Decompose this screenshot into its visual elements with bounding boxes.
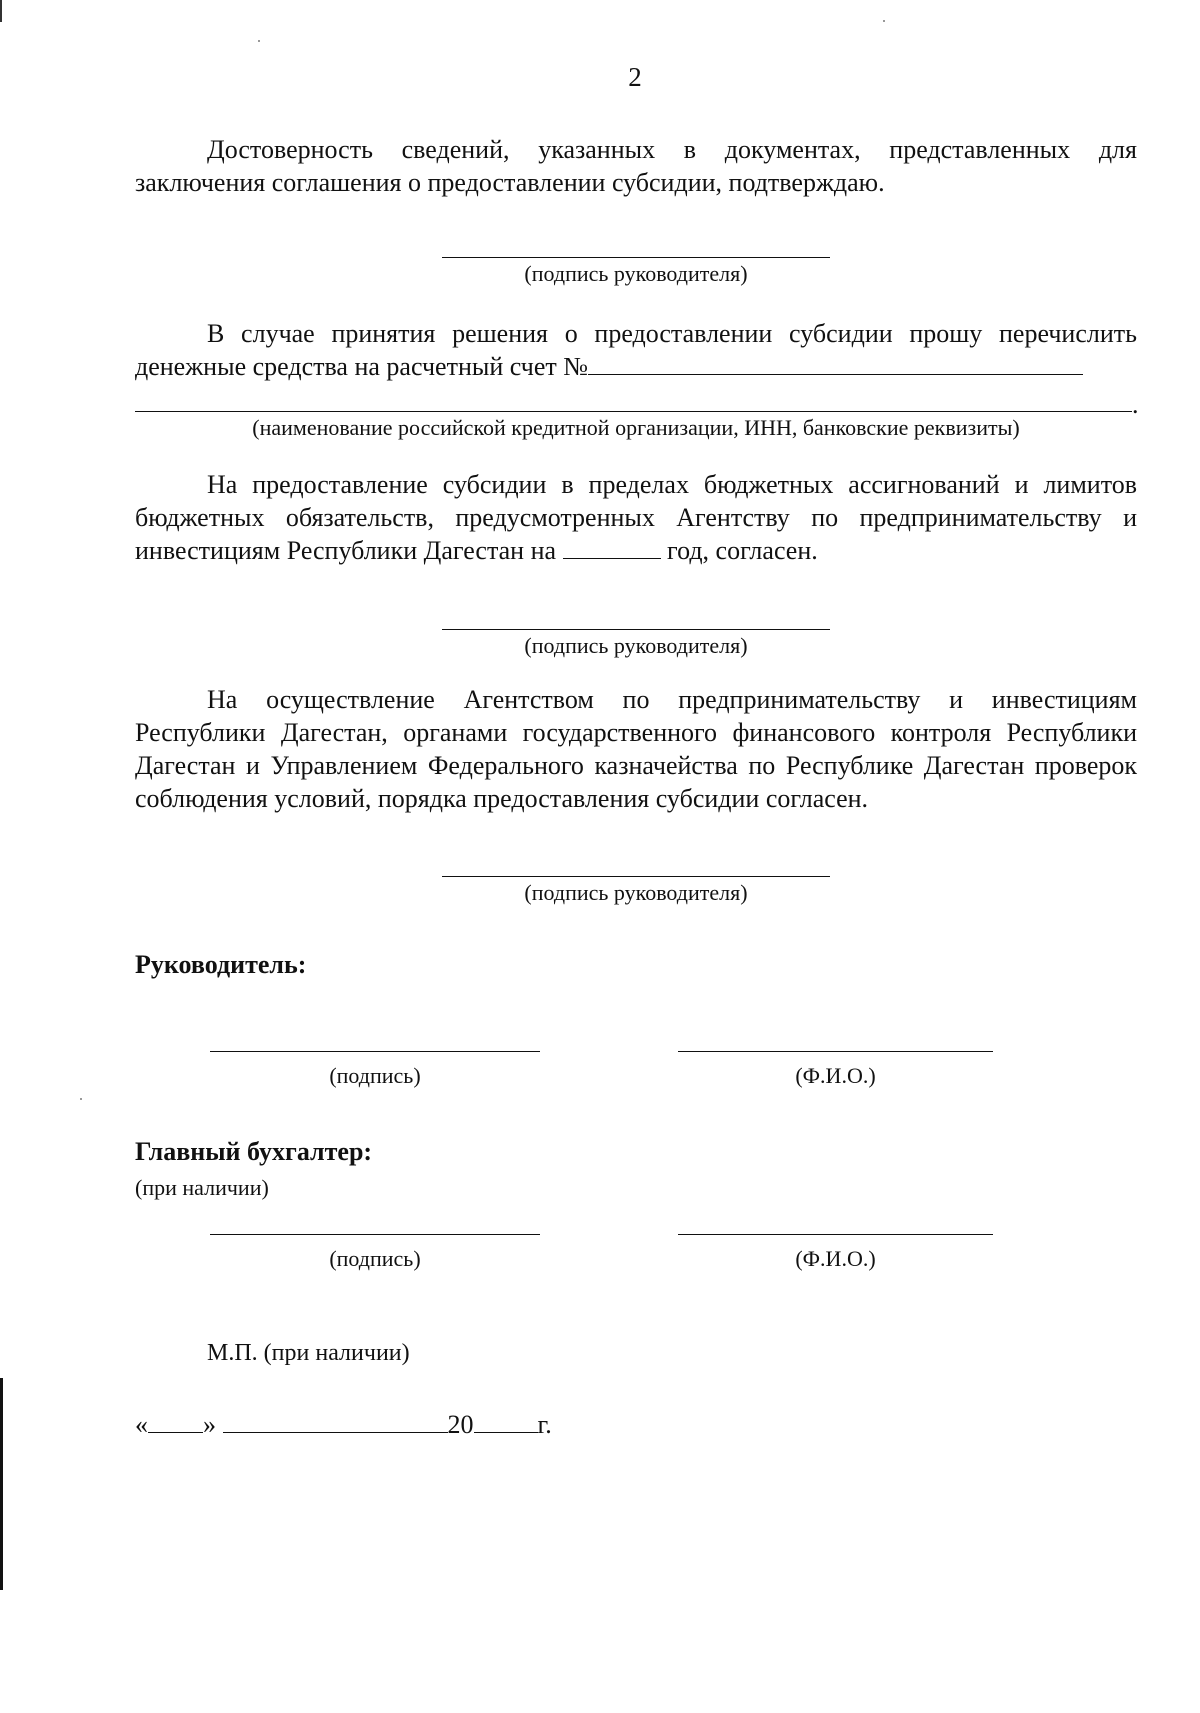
paragraph-budget-text: На предоставление субсидии в пределах бюджетных ассигнований и лимитов бюджетных обязательств, предусмотренных Агентству по предпринимательству и инвестициям Республики Дагестан на — [135, 470, 1137, 565]
date-line — [135, 1410, 552, 1440]
bank-details-caption: (наименование российской кредитной организации, ИНН, банковские реквизиты) — [252, 415, 1020, 440]
head-title: Руководитель: — [135, 950, 307, 979]
head-signature-caption: (подпись) — [329, 1063, 421, 1088]
stamp-note: М.П. (при наличии) — [207, 1340, 410, 1366]
signature-line-1 — [442, 257, 830, 258]
head-signature-line — [210, 1051, 540, 1052]
paragraph-bank-account-text: В случае принятия решения о предоставлении субсидии прошу перечислить денежные средства на расчетный счет № — [135, 319, 1137, 381]
scan-speck — [883, 20, 885, 22]
signature-line-2 — [442, 629, 830, 630]
accountant-note: (при наличии) — [135, 1175, 269, 1200]
head-name-caption: (Ф.И.О.) — [795, 1063, 876, 1088]
year-suffix-blank — [474, 1412, 538, 1433]
date-close-quote: » — [203, 1410, 216, 1439]
accountant-name-caption: (Ф.И.О.) — [795, 1246, 876, 1271]
month-blank — [223, 1412, 448, 1433]
accountant-name-line — [678, 1234, 993, 1235]
paragraph-bank-account-request — [135, 317, 1137, 383]
date-century: 20 — [447, 1410, 474, 1439]
scan-artifact-top — [0, 0, 2, 22]
day-blank — [148, 1412, 203, 1433]
head-name-line — [678, 1051, 993, 1052]
paragraph-inspection-consent: На осуществление Агентством по предпринимательству и инвестициям Республики Дагестан, органами государственного финансового контроля Республики Дагестан и Управлением Федерального казначейства по Республике Дагестан проверок соблюдения условий, порядка предоставления субсидии согласен. — [135, 685, 1137, 813]
accountant-title: Главный бухгалтер: — [135, 1137, 373, 1166]
accountant-signature-caption: (подпись) — [329, 1246, 421, 1271]
signature-caption-2: (подпись руководителя) — [524, 633, 748, 658]
date-year-suffix: г. — [537, 1410, 552, 1439]
scan-artifact-left-edge — [0, 1378, 3, 1590]
signature-caption-1: (подпись руководителя) — [524, 261, 748, 286]
account-number-blank — [588, 354, 1083, 375]
paragraph-budget-consent — [135, 468, 1137, 567]
scan-speck — [80, 1098, 82, 1100]
paragraph-budget-ending: год, согласен. — [667, 536, 818, 565]
year-blank — [563, 538, 661, 559]
signature-caption-3: (подпись руководителя) — [524, 880, 748, 905]
paragraph-reliability-confirmation: Достоверность сведений, указанных в документах, представленных для заключения соглашения о предоставлении субсидии, подтверждаю. — [135, 135, 1137, 197]
page-number: 2 — [628, 62, 642, 92]
accountant-signature-line — [210, 1234, 540, 1235]
bank-details-line — [135, 411, 1132, 412]
signature-line-3 — [442, 876, 830, 877]
scan-speck — [258, 40, 260, 42]
date-open-quote: « — [135, 1410, 148, 1439]
bank-line-period: . — [1132, 390, 1139, 419]
